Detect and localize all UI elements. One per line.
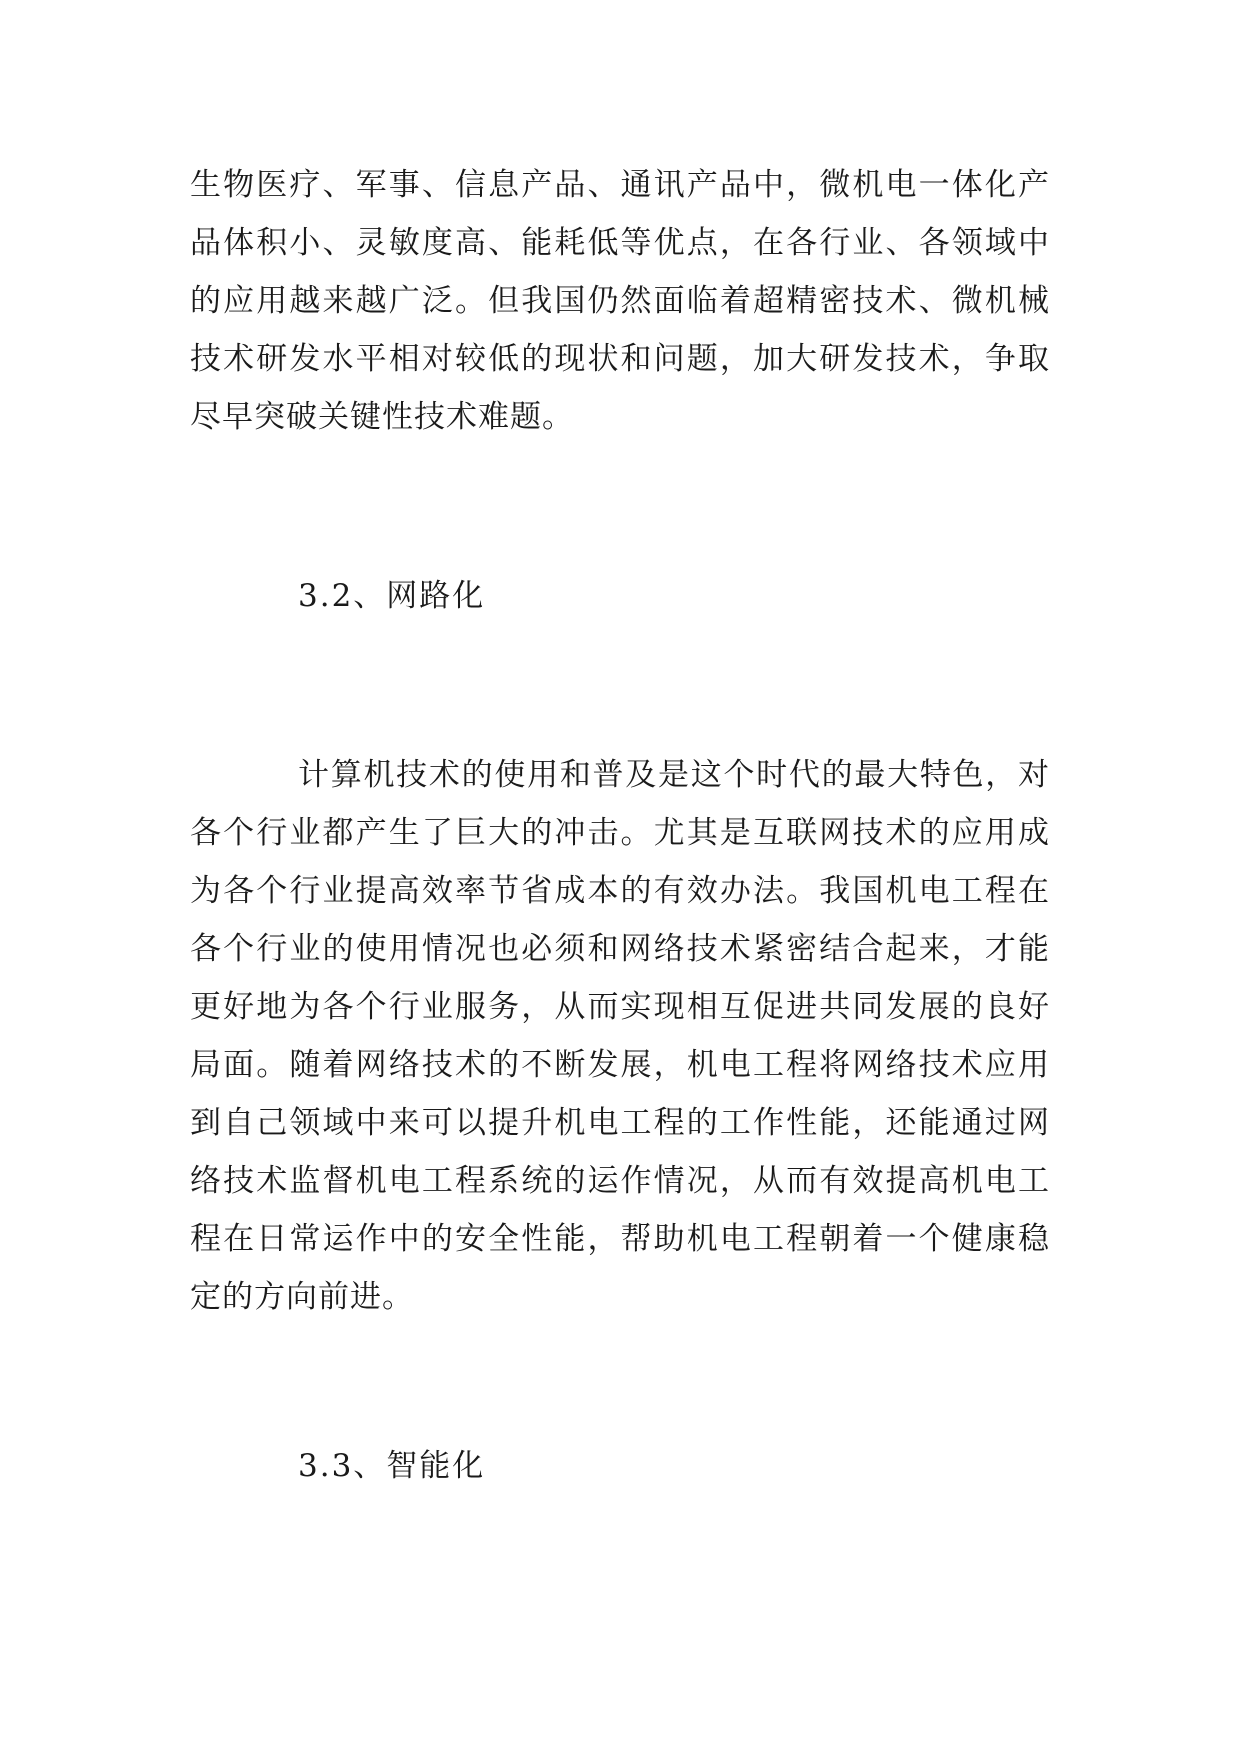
paragraph-line: 程在日常运作中的安全性能，帮助机电工程朝着一个健康稳 <box>190 1221 1050 1257</box>
paragraph-line: 各个行业都产生了巨大的冲击。尤其是互联网技术的应用成 <box>190 815 1050 851</box>
paragraph-line: 到自己领域中来可以提升机电工程的工作性能，还能通过网 <box>190 1105 1050 1141</box>
paragraph-line: 品体积小、灵敏度高、能耗低等优点，在各行业、各领域中 <box>190 225 1050 261</box>
section-heading-3-3: 3.3、智能化 <box>298 1448 486 1484</box>
paragraph-line: 技术研发水平相对较低的现状和问题，加大研发技术，争取 <box>190 341 1050 377</box>
paragraph-line: 络技术监督机电工程系统的运作情况，从而有效提高机电工 <box>190 1163 1050 1199</box>
paragraph-line: 的应用越来越广泛。但我国仍然面临着超精密技术、微机械 <box>190 283 1050 319</box>
paragraph-line: 各个行业的使用情况也必须和网络技术紧密结合起来，才能 <box>190 931 1050 967</box>
paragraph-line: 尽早突破关键性技术难题。 <box>190 399 574 435</box>
paragraph-line: 为各个行业提高效率节省成本的有效办法。我国机电工程在 <box>190 873 1050 909</box>
section-heading-3-2: 3.2、网路化 <box>298 578 486 614</box>
paragraph-line: 局面。随着网络技术的不断发展，机电工程将网络技术应用 <box>190 1047 1050 1083</box>
paragraph-micro-electromechanical <box>190 156 1050 446</box>
paragraph-networking <box>190 746 1050 1326</box>
paragraph-line: 生物医疗、军事、信息产品、通讯产品中，微机电一体化产 <box>190 167 1050 203</box>
paragraph-line: 更好地为各个行业服务，从而实现相互促进共同发展的良好 <box>190 989 1050 1025</box>
paragraph-line: 定的方向前进。 <box>190 1279 414 1315</box>
paragraph-line: 计算机技术的使用和普及是这个时代的最大特色，对 <box>298 757 1050 793</box>
